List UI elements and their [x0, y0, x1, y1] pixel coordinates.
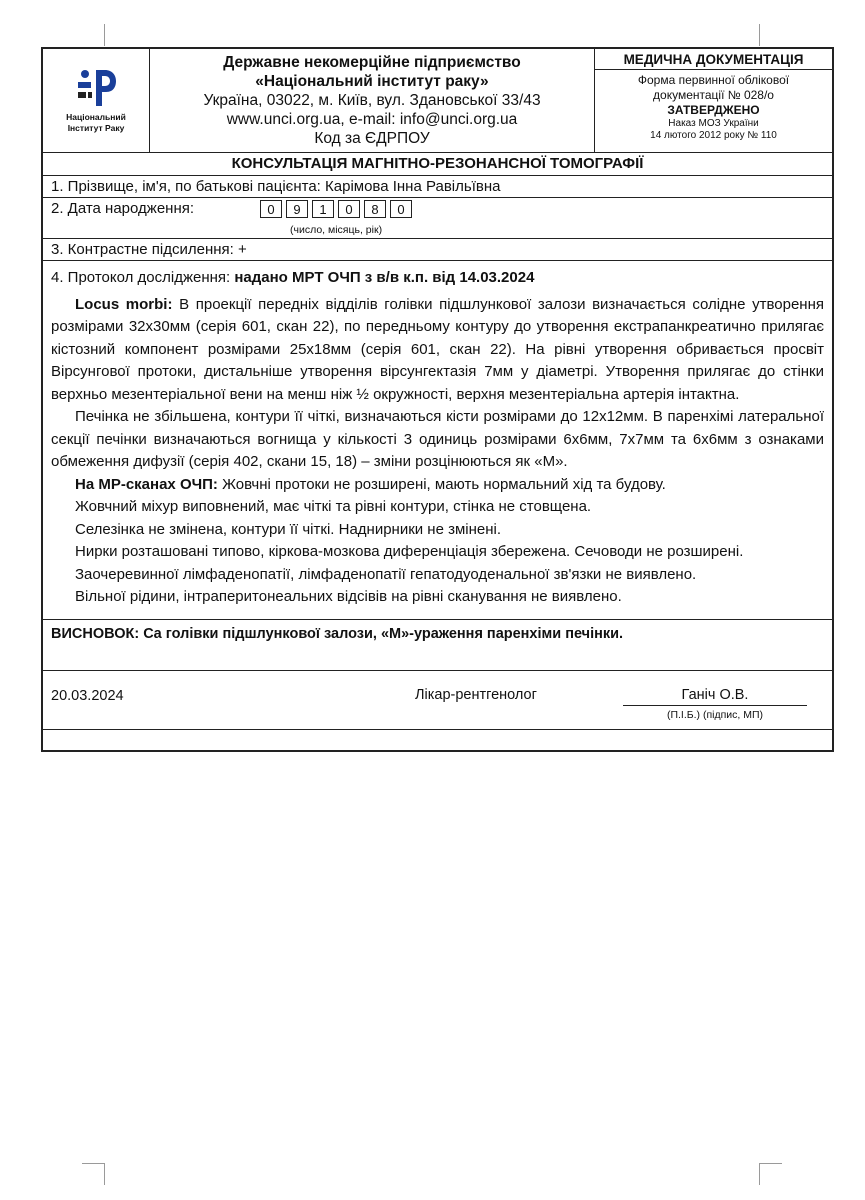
form-order-date: 14 лютого 2012 року № 110 [650, 130, 777, 141]
locus-morbi-label: Locus morbi: [75, 295, 173, 313]
dob-digit: 1 [312, 200, 334, 218]
finding-paragraph-4: Жовчний міхур виповнений, має чіткі та рівні контури, стінка не стовщена. [75, 498, 592, 515]
dob-digit: 8 [364, 200, 386, 218]
org-address: Україна, 03022, м. Київ, вул. Здановської 33/43 [203, 92, 541, 109]
form-number: документації № 028/о [653, 88, 774, 102]
org-contacts: www.unci.org.ua, e-mail: info@unci.org.ua [226, 111, 518, 128]
form-info [595, 49, 832, 152]
logo-text-line1: Національний [66, 111, 126, 122]
finding-paragraph-3 [51, 474, 824, 497]
patient-name-label: 1. Прізвище, ім'я, по батькові пацієнта: [51, 178, 321, 195]
finding-text-1: В проекції передніх відділів голівки підшлункової залози визначається солідне утворення розмірами 32х30мм (серія 601, скан 22), по передньому контуру до утворення екстрапанкреатично прилягає кістозний компонент розмірами 25х18мм (серія 601, скан 22). На рівні утворення обривається просвіт Вірсунгової протоки, дистальніше утворення вірсунгектазія 7мм у діаметрі. Утворення прилягає до стінки верхньо мезентеріальної вени на менш ніж ½ окружності, верхня мезентеріальна артерія інтактна. [51, 295, 825, 403]
protocol-label: 4. Протокол дослідження: [51, 269, 231, 286]
form-order: Наказ МОЗ України [668, 118, 759, 129]
protocol-line [51, 267, 824, 290]
dob-digit: 9 [286, 200, 308, 218]
logo-text [66, 112, 126, 134]
protocol-section [43, 261, 832, 620]
crop-mark-top-left [104, 24, 105, 46]
patient-name-row [43, 176, 832, 198]
doctor-name: Ганіч О.В. [623, 687, 807, 706]
dob-format-note: (число, місяць, рік) [290, 224, 383, 236]
medical-document [41, 47, 834, 752]
contrast-value: + [237, 241, 247, 258]
org-name: «Національний інститут раку» [255, 73, 489, 90]
crop-mark-top-right [759, 24, 760, 46]
form-category: МЕДИЧНА ДОКУМЕНТАЦІЯ [595, 49, 832, 70]
dob-row [43, 198, 832, 239]
contrast-row [43, 239, 832, 261]
empty-footer-row [43, 730, 832, 750]
finding-text-3: Жовчні протоки не розширені, мають нормальний хід та будову. [222, 475, 666, 493]
conclusion: ВИСНОВОК: Ca голівки підшлункової залози, «М»-ураження паренхіми печінки. [43, 620, 832, 671]
logo-text-line2: Інститут Раку [67, 122, 125, 133]
signature-row [43, 671, 832, 730]
contrast-label: 3. Контрастне підсилення: [51, 241, 234, 258]
finding-paragraph-7: Заочеревинної лімфаденопатії, лімфаденопатії гепатодуоденальної зв'язки не виявлено. [75, 565, 697, 583]
finding-paragraph-2: Печінка не збільшена, контури її чіткі, визначаються кісти розмірами до 12х12мм. В паренхімі латеральної секції печінки визначаються вогнища у кількості 3 одиниць розмірами 6х6мм, 7х7мм та 6х6мм з ознаками обмеження дифузії (серія 402, скани 15, 18) – зміни розцінюються як «М». [51, 408, 824, 470]
organization-info [150, 49, 595, 152]
finding-paragraph-6: Нирки розташовані типово, кіркова-мозкова диференціація збережена. Сечоводи не розширені. [75, 543, 744, 560]
org-code: Код за ЄДРПОУ [314, 130, 430, 147]
doctor-role: Лікар-рентгенолог [415, 686, 537, 703]
institute-logo-icon [74, 68, 118, 108]
crop-mark-bottom-right-v [759, 1163, 760, 1185]
document-header [43, 49, 832, 153]
org-type: Державне некомерційне підприємство [223, 54, 521, 71]
dob-digit: 0 [338, 200, 360, 218]
document-title: КОНСУЛЬТАЦІЯ МАГНІТНО-РЕЗОНАНСНОЇ ТОМОГРАФІЇ [43, 153, 832, 176]
dob-digit: 0 [390, 200, 412, 218]
dob-digit: 0 [260, 200, 282, 218]
form-line1: Форма первинної облікової [637, 73, 790, 87]
mr-scans-label: На МР-сканах ОЧП: [75, 475, 218, 493]
form-approved: ЗАТВЕРДЖЕНО [667, 103, 760, 117]
logo-block [43, 49, 150, 152]
protocol-value: надано МРТ ОЧП з в/в к.п. від 14.03.2024 [234, 269, 535, 286]
finding-paragraph-5: Селезінка не змінена, контури її чіткі. Наднирники не змінені. [75, 520, 502, 538]
report-date: 20.03.2024 [51, 687, 124, 704]
crop-mark-bottom-right-h [760, 1163, 782, 1164]
crop-mark-bottom-left-h [82, 1163, 104, 1164]
signature-note: (П.І.Б.) (підпис, МП) [666, 708, 764, 721]
finding-paragraph-8: Вільної рідини, інтраперитонеальних відсівів на рівні сканування не виявлено. [75, 588, 622, 605]
finding-paragraph-1 [51, 294, 824, 407]
crop-mark-bottom-left-v [104, 1163, 105, 1185]
dob-digit-boxes [260, 200, 416, 218]
patient-name-value: Карімова Інна Равільївна [325, 178, 501, 195]
dob-label: 2. Дата народження: [51, 200, 195, 217]
